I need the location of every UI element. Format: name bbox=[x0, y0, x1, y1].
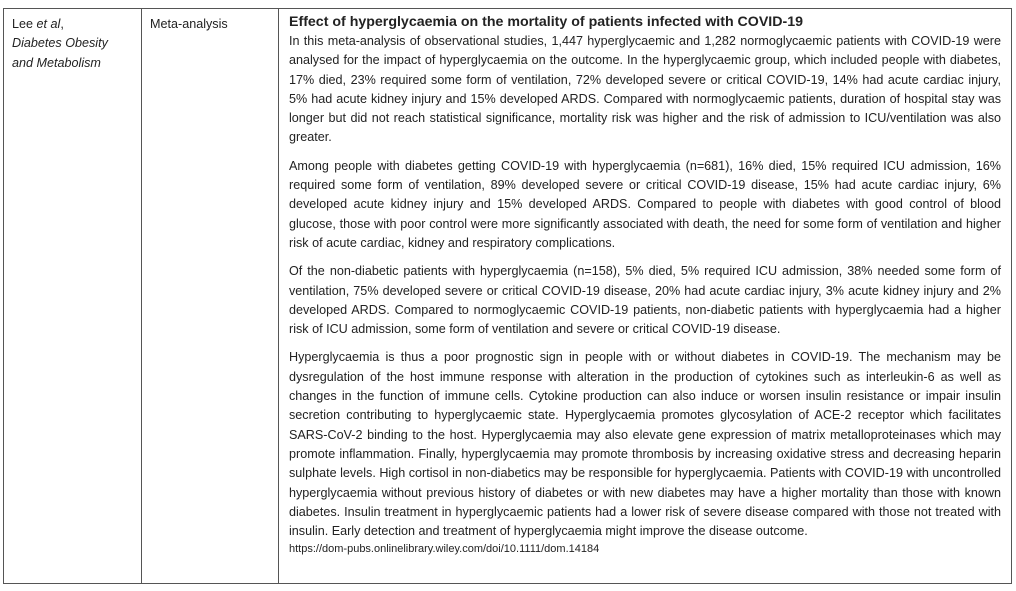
doi-link[interactable]: https://dom-pubs.onlinelibrary.wiley.com/doi/10.1111/dom.14184 bbox=[289, 543, 600, 556]
author-comma: , bbox=[60, 17, 64, 31]
author-name: Lee bbox=[12, 17, 37, 31]
journal-name-line1: Diabetes Obesity bbox=[12, 36, 108, 51]
study-type: Meta-analysis bbox=[150, 17, 228, 31]
summary-paragraph-1: In this meta-analysis of observational studies, 1,447 hyperglycaemic and 1,282 normoglycaemic patients with COVID-19 were analysed for the impact of hyperglycaemia on the outcome. In the hyperglycaemic group, which included people with diabetes, 17% died, 23% required some form of ventilation, 72% developed severe or critical COVID-19, 14% had acute cardiac injury, 5% had acute kidney injury and 15% developed ARDS. Compared with normoglycaemic patients, duration of hospital stay was longer but did not reach statistical significance, mortality risk was higher and the risk of admission to ICU/ventilation was also greater. bbox=[289, 34, 1001, 145]
author-cell bbox=[4, 9, 141, 583]
summary-cell bbox=[278, 9, 1011, 583]
journal-name-line2: and Metabolism bbox=[12, 55, 101, 70]
author-et-al: et al bbox=[36, 17, 61, 31]
summary-title: Effect of hyperglycaemia on the mortality of patients infected with COVID-19 bbox=[289, 14, 803, 30]
evidence-table bbox=[3, 8, 1012, 584]
author-citation bbox=[12, 15, 133, 34]
summary-paragraph-4: Hyperglycaemia is thus a poor prognostic sign in people with or without diabetes in COVID-19. The mechanism may be dysregulation of the host immune response with alteration in the production of cytokines such as interleukin-6 as well as changes in the function of immune cells. Cytokine production can also induce or worsen insulin resistance or impair insulin secretion contributing to hyperglycaemic state. Hyperglycaemia promotes glycosylation of ACE-2 receptor which facilitates SARS-CoV-2 binding to the host. Hyperglycaemia may also elevate gene expression of matrix metalloproteinases which may promote inflammation. Finally, hyperglycaemia may promote thrombosis by increasing oxidative stress and decreasing heparin sulphate levels. High cortisol in non-diabetics may be responsible for hyperglycaemia. Patients with COVID-19 with uncontrolled hyperglycaemia without previous history of diabetes or with new diabetes may have a higher mortality than those with known diabetes. Insulin treatment in hyperglycaemic patients had a lower risk of severe disease compared with those not treated with insulin. Early detection and treatment of hyperglycaemia might improve the disease outcome. bbox=[289, 350, 1001, 539]
summary-paragraph-3: Of the non-diabetic patients with hyperglycaemia (n=158), 5% died, 5% required ICU admission, 38% needed some form of ventilation, 75% developed severe or critical COVID-19 disease, 20% had acute cardiac injury, 3% acute kidney injury and 2% developed ARDS. Compared to normoglycaemic COVID-19 patients, non-diabetic patients with hyperglycaemia had a higher risk of ICU admission, some form of ventilation and severe or critical COVID-19 disease. bbox=[289, 264, 1001, 337]
study-type-cell bbox=[141, 9, 278, 583]
summary-paragraph-2: Among people with diabetes getting COVID-19 with hyperglycaemia (n=681), 16% died, 15% required ICU admission, 16% required some form of ventilation, 89% developed severe or critical COVID-19 disease, 15% had acute cardiac injury, 6% developed acute kidney injury and 15% developed ARDS. Compared to people with diabetes with good control of blood glucose, those with poor control were more significantly associated with death, the need for some form of ventilation and higher risk of acute cardiac, kidney and respiratory complications. bbox=[289, 158, 1001, 250]
